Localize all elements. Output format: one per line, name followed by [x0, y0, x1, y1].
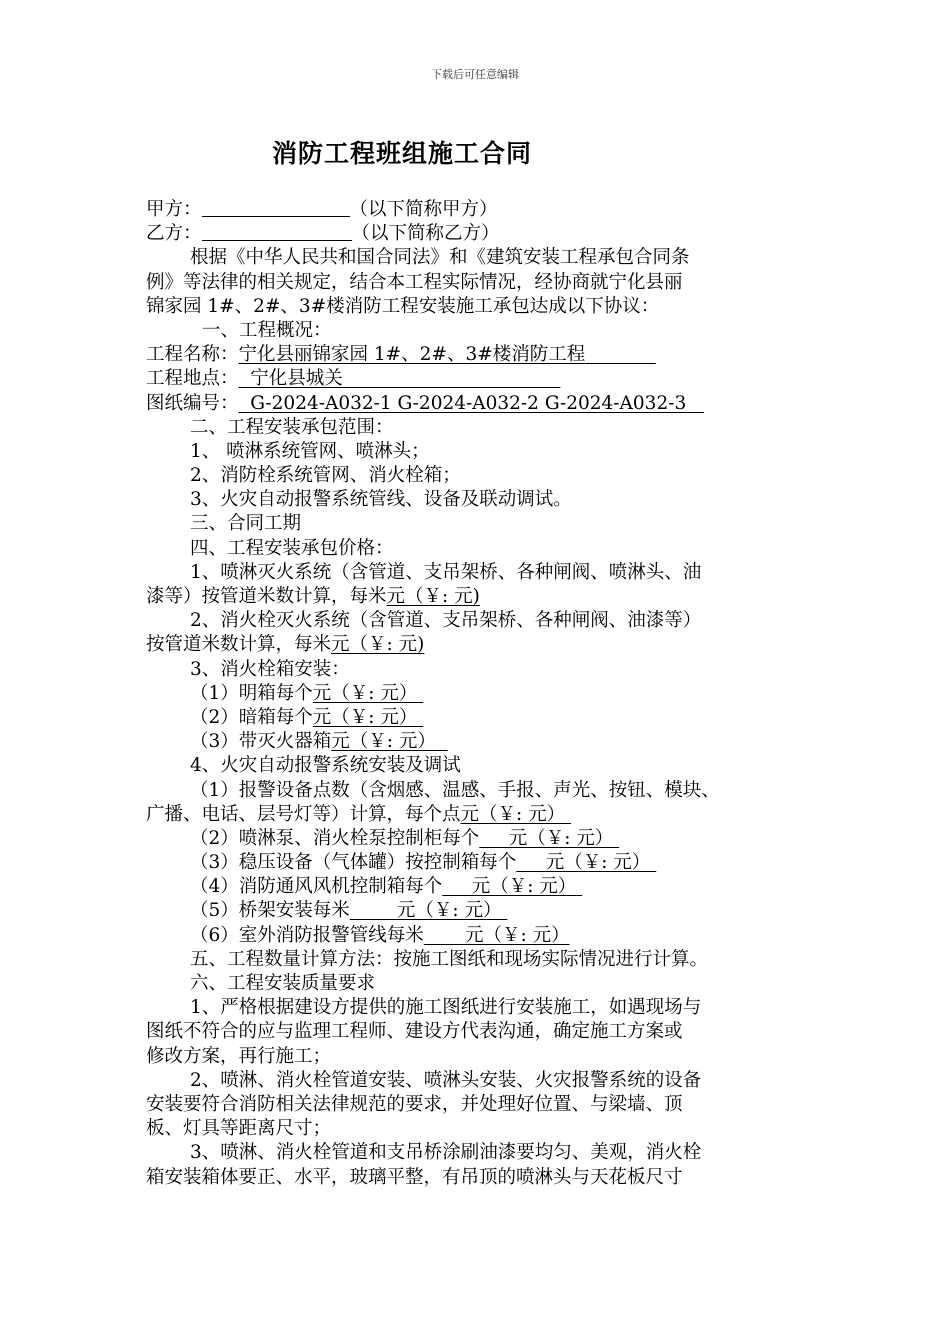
party-a-blank: [202, 198, 350, 217]
box-item: （1）明箱每个元（￥: 元）: [146, 682, 814, 706]
project-name-label: 工程名称：: [146, 344, 239, 366]
drawing-number-line: [146, 392, 814, 416]
price-unit: 元（￥: 元）: [545, 852, 651, 874]
section-heading: 四、工程安装承包价格：: [190, 537, 394, 559]
price-line: 2、消火栓灭火系统（含管道、支吊架桥、各种闸阀、油漆等）: [190, 610, 702, 632]
price-unit: 元（￥: 元）: [312, 706, 418, 728]
scope-item: 3、火灾自动报警系统管线、设备及联动调试。: [190, 489, 572, 511]
price-unit: 元（￥: 元）: [312, 682, 418, 704]
page-title: 消防工程班组施工合同: [272, 139, 533, 168]
price-unit: 元（￥: 元）: [331, 731, 436, 753]
quality-line: 板、灯具等距离尺寸；: [146, 1118, 332, 1140]
party-b-label: 乙方：: [146, 223, 202, 245]
price-unit: 元（￥: 元）: [464, 924, 570, 946]
intro-line: 例》等法律的相关规定，结合本工程实际情况，经协商就宁化县丽: [146, 271, 683, 293]
quality-line: 3、喷淋、消火栓管道和支吊桥涂刷油漆要均匀、美观，消火栓: [190, 1142, 702, 1164]
price-line: 1、喷淋灭火系统（含管道、支吊架桥、各种闸阀、喷淋头、油: [190, 561, 702, 583]
section-heading: 六、工程安装质量要求: [190, 973, 376, 994]
project-site-line: [146, 367, 814, 391]
price-line: 4、火灾自动报警系统安装及调试: [190, 755, 461, 777]
box-item: （2）暗箱每个元（￥: 元）: [146, 706, 814, 730]
quality-line: 修改方案，再行施工；: [146, 1045, 332, 1067]
quality-line: 1、严格根据建设方提供的施工图纸进行安装施工，如遇现场与: [190, 997, 702, 1019]
price-unit: 元（￥: 元): [386, 586, 480, 607]
party-a-line: [146, 198, 814, 222]
contract-body: [146, 198, 814, 1190]
alarm-item: （6）室外消防报警管线每米 元（￥: 元）: [190, 924, 570, 946]
section-heading: 一、工程概况：: [202, 319, 332, 341]
price-unit: 元（￥: 元）: [460, 803, 566, 825]
section-heading: 五、工程数量计算方法：按施工图纸和现场实际情况进行计算。: [190, 948, 709, 970]
drawing-number-value: G-2024-A032-1 G-2024-A032-2 G-2024-A032-3: [250, 392, 687, 414]
price-unit: 元（￥: 元）: [508, 827, 614, 849]
alarm-item: 广播、电话、层号灯等）计算，每个点元（￥: 元）: [146, 803, 814, 827]
section-heading: 三、合同工期: [190, 513, 302, 535]
project-site-label: 工程地点：: [146, 368, 239, 390]
drawing-number-label: 图纸编号：: [146, 392, 239, 414]
quality-line: 安装要符合消防相关法律规范的要求，并处理好位置、与梁墙、顶: [146, 1093, 683, 1115]
quality-line: 图纸不符合的应与监理工程师、建设方代表沟通，确定施工方案或: [146, 1021, 683, 1043]
intro-line: 根据《中华人民共和国合同法》和《建筑安装工程承包合同条: [190, 247, 690, 269]
quality-line: 2、喷淋、消火栓管道安装、喷淋头安装、火灾报警系统的设备: [190, 1069, 702, 1091]
alarm-item: （3）稳压设备（气体罐）按控制箱每个 元（￥: 元）: [146, 851, 814, 875]
project-name-value: 宁化县丽锦家园 1#、2#、3#楼消防工程: [238, 344, 586, 366]
party-a-label: 甲方：: [146, 199, 202, 220]
alarm-item: （1）报警设备点数（含烟感、温感、手报、声光、按钮、模块、: [190, 779, 720, 801]
quality-line: 箱安装箱体要正、水平，玻璃平整，有吊顶的喷淋头与天花板尺寸: [146, 1166, 683, 1188]
price-unit: 元（￥: 元): [331, 634, 425, 656]
party-b-line: [146, 222, 814, 246]
price-unit: 元（￥: 元）: [471, 876, 577, 898]
party-b-suffix: （以下简称乙方）: [351, 223, 500, 245]
price-line: 按管道米数计算，每米元（￥: 元): [146, 634, 425, 656]
alarm-item: （5）桥架安装每米 元（￥: 元）: [146, 899, 814, 923]
section-heading: 二、工程安装承包范围：: [190, 416, 394, 438]
scope-item: 1、 喷淋系统管网、喷淋头；: [190, 440, 430, 462]
alarm-item: （2）喷淋泵、消火栓泵控制柜每个 元（￥: 元）: [146, 827, 814, 851]
price-line: 漆等）按管道米数计算，每米元（￥: 元): [146, 586, 480, 607]
box-item: （3）带灭火器箱元（￥: 元）: [146, 730, 814, 754]
intro-line: 锦家园 1#、2#、3#楼消防工程安装施工承包达成以下协议：: [146, 295, 660, 317]
party-a-suffix: （以下简称甲方）: [349, 199, 498, 220]
project-name-line: [146, 343, 814, 367]
scope-item: 2、消防栓系统管网、消火栓箱；: [190, 465, 461, 487]
price-line: 3、消火栓箱安装：: [190, 658, 350, 680]
party-b-blank: [202, 222, 352, 241]
price-unit: 元（￥: 元）: [396, 900, 502, 922]
alarm-item: （4）消防通风风机控制箱每个 元（￥: 元）: [146, 875, 814, 899]
header-note: 下载后可任意编辑: [431, 68, 519, 81]
project-site-value: 宁化县城关: [250, 368, 343, 390]
